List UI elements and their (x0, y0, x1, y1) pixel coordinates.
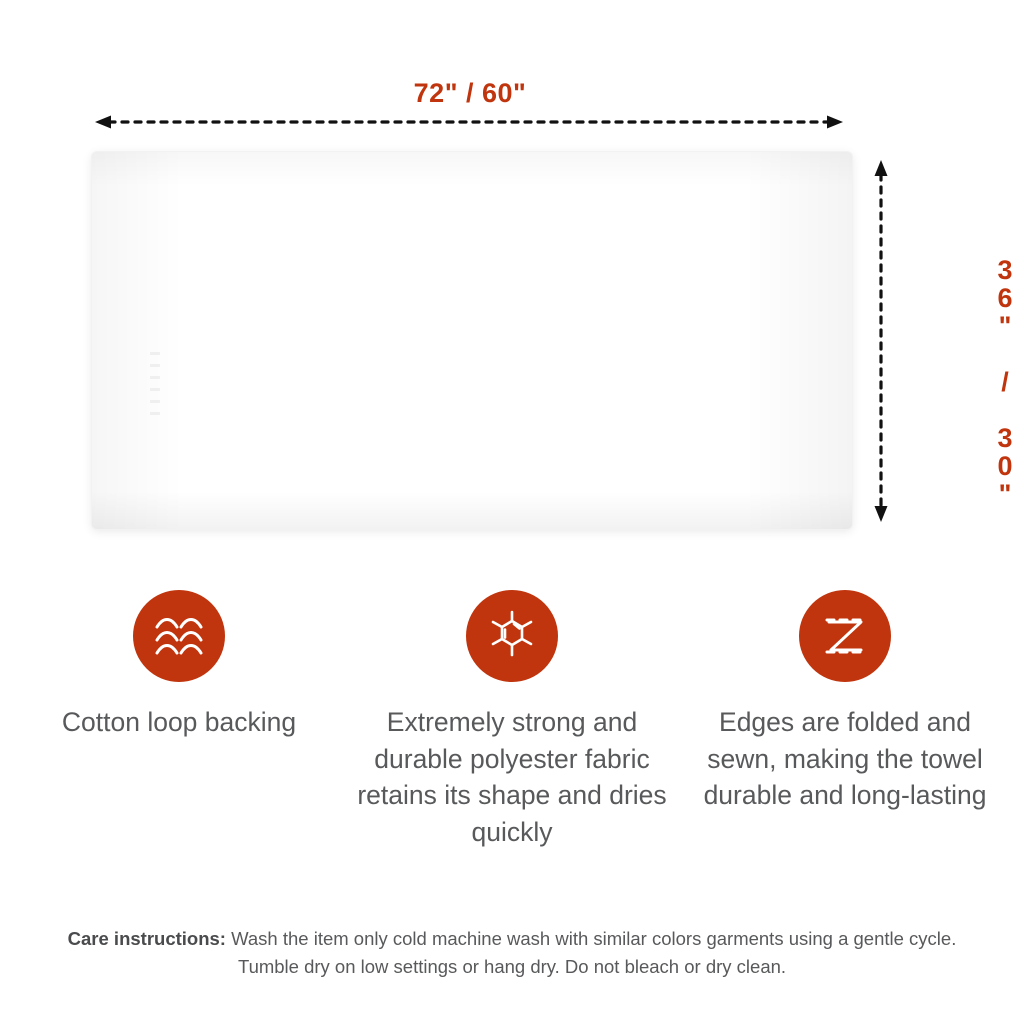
width-dimension-label: 72" / 60" (413, 78, 527, 108)
horizontal-dimension-arrow (95, 115, 843, 129)
towel-fold-shading (92, 152, 852, 529)
care-instructions-heading: Care instructions: (67, 927, 226, 949)
towel-seam-detail (150, 352, 160, 422)
feature-label: Extremely strong and durable polyester fabric retains its shape and dries quickly (357, 707, 667, 847)
vertical-dimension-arrow (874, 160, 888, 522)
polyester-molecule-icon (466, 590, 558, 682)
care-instructions-text: Wash the item only cold machine wash with similar colors garments using a gentle cycle. Tumble dry on low settings or hang dry. Do not bleach or dry clean. (225, 927, 957, 978)
feature-label: Cotton loop backing (61, 707, 297, 737)
height-dimension-label: 36" / 30" (990, 255, 1020, 507)
cotton-loop-icon (133, 590, 225, 682)
feature-label: Edges are folded and sewn, making the towel durable and long-lasting (703, 707, 987, 811)
feature-item (24, 590, 334, 850)
feature-item (357, 590, 667, 850)
folded-stitched-edge-icon (799, 590, 891, 682)
towel-product-image (92, 152, 852, 529)
feature-item (690, 590, 1000, 850)
feature-list (0, 590, 1024, 850)
care-instructions (37, 925, 987, 982)
